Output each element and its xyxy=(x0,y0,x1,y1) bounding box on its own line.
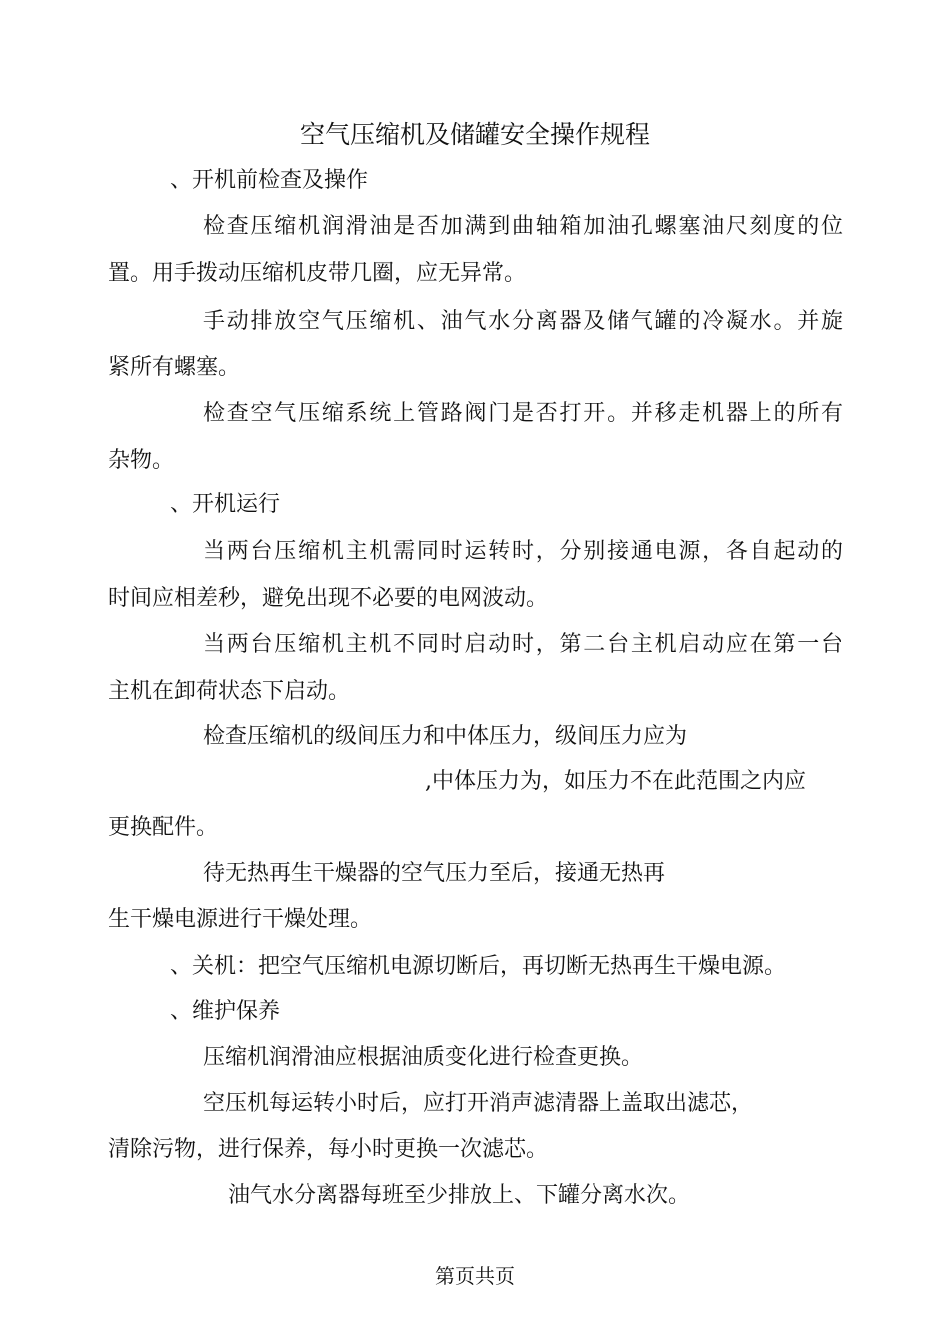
paragraph-line: 杂物。 xyxy=(108,448,175,473)
paragraph-line: 压缩机润滑油应根据油质变化进行检查更换。 xyxy=(203,1045,644,1070)
paragraph-line: 当两台压缩机主机不同时启动时，第二台主机启动应在第一台 xyxy=(203,632,843,657)
paragraph-line: 检查压缩机的级间压力和中体压力，级间压力应为 xyxy=(203,724,688,749)
paragraph-line: 手动排放空气压缩机、油气水分离器及储气罐的冷凝水。并旋 xyxy=(203,309,843,334)
paragraph-line: 生干燥电源进行干燥处理。 xyxy=(108,907,373,932)
paragraph-line: 空压机每运转小时后，应打开消声滤清器上盖取出滤芯， xyxy=(203,1091,754,1116)
paragraph-line: ,中体压力为，如压力不在此范围之内应 xyxy=(425,769,806,794)
paragraph-line: 检查压缩机润滑油是否加满到曲轴箱加油孔螺塞油尺刻度的位 xyxy=(203,214,843,239)
paragraph-line: 当两台压缩机主机需同时运转时，分别接通电源，各自起动的 xyxy=(203,539,843,564)
page-footer: 第页共页 xyxy=(435,1264,515,1288)
paragraph-line: 检查空气压缩系统上管路阀门是否打开。并移走机器上的所有 xyxy=(203,401,843,426)
paragraph-line: 待无热再生干燥器的空气压力至后，接通无热再 xyxy=(203,861,666,886)
paragraph-line: 清除污物，进行保养，每小时更换一次滤芯。 xyxy=(108,1137,549,1162)
section-heading-startup-check: 、开机前检查及操作 xyxy=(170,168,369,193)
section-heading-running: 、开机运行 xyxy=(170,492,281,517)
paragraph-line: 油气水分离器每班至少排放上、下罐分离水次。 xyxy=(228,1183,691,1208)
document-title: 空气压缩机及储罐安全操作规程 xyxy=(299,120,650,149)
paragraph-line: 时间应相差秒，避免出现不必要的电网波动。 xyxy=(108,586,549,611)
paragraph-line: 置。用手拨动压缩机皮带几圈，应无异常。 xyxy=(108,261,527,286)
paragraph-line: 更换配件。 xyxy=(108,815,219,840)
section-heading-maintenance: 、维护保养 xyxy=(170,999,281,1024)
paragraph-line: 紧所有螺塞。 xyxy=(108,355,241,380)
paragraph-line: 主机在卸荷状态下启动。 xyxy=(108,679,351,704)
section-heading-shutdown: 、关机：把空气压缩机电源切断后，再切断无热再生干燥电源。 xyxy=(170,954,787,979)
